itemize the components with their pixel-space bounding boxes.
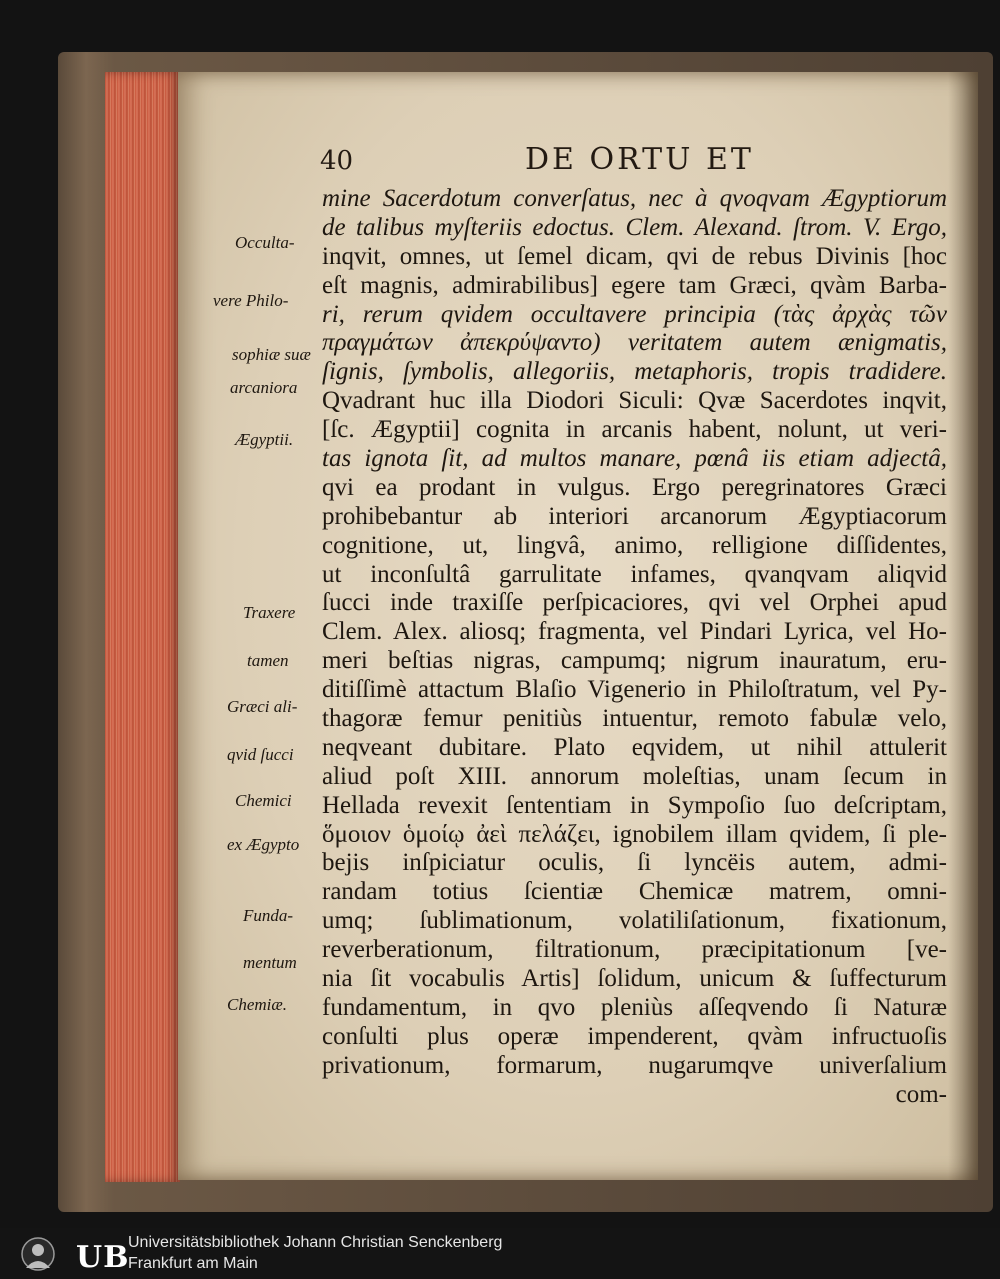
margin-note: ex Ægypto xyxy=(227,835,300,854)
margin-note: Ægyptii. xyxy=(235,430,294,449)
text-line: conſulti plus operæ impenderent, qvàm infructuoſis xyxy=(322,1022,947,1050)
body-text xyxy=(322,185,947,1110)
text-line: prohibebantur ab interiori arcanorum Ægyptiacorum xyxy=(322,502,947,530)
text-line: Clem. Alex. aliosq; fragmenta, vel Pindari Lyrica, vel Ho- xyxy=(322,618,947,646)
text-line: fundamentum, in qvo pleniùs aſſeqvendo ſi Naturæ xyxy=(322,993,947,1021)
text-line: privationum, formarum, nugarumqve univerſalium xyxy=(322,1051,947,1079)
text-line: ri, rerum qvidem occultavere principia (τὰς ἀρχὰς τῶν xyxy=(322,300,947,328)
margin-note: Chemici xyxy=(235,791,292,810)
text-line: aliud poſt XIII. annorum moleſtias, unam ſecum in xyxy=(322,762,947,790)
page-number: 40 xyxy=(320,146,354,176)
margin-note: qvid ſucci xyxy=(227,745,294,764)
text-line: de talibus myſteriis edoctus. Clem. Alexand. ſtrom. V. Ergo, xyxy=(322,213,947,241)
page-gutter-shadow xyxy=(948,72,978,1180)
text-line: ſucci inde traxiſſe perſpicaciores, qvi vel Orphei apud xyxy=(322,589,947,617)
text-line: bejis inſpiciatur oculis, ſi lyncëis autem, admi- xyxy=(322,849,947,877)
portrait-icon xyxy=(18,1236,58,1272)
text-line: nia ſit vocabulis Artis] ſolidum, unicum & ſuffecturum xyxy=(322,965,947,993)
library-footer xyxy=(0,1228,1000,1279)
text-line: [ſc. Ægyptii] cognita in arcanis habent, nolunt, ut veri- xyxy=(322,416,947,444)
text-line: tas ignota ſit, ad multos manare, pœnâ iis etiam adjectâ, xyxy=(322,445,947,473)
text-line: mine Sacerdotum converſatus, nec à qvoqvam Ægyptiorum xyxy=(322,185,947,212)
page-edges xyxy=(105,72,180,1182)
text-line: randam totius ſcientiæ Chemicæ matrem, omni- xyxy=(322,878,947,906)
text-line: meri beſtias nigras, campumq; nigrum inauratum, eru- xyxy=(322,647,947,675)
text-line: neqveant dubitare. Plato eqvidem, ut nihil attulerit xyxy=(322,733,947,761)
library-logo xyxy=(18,1236,130,1275)
text-line: reverberationum, filtrationum, præcipitationum [ve- xyxy=(322,936,947,964)
text-line: ut inconſultâ garrulitate infames, qvanqvam aliqvid xyxy=(322,560,947,588)
text-line: πραγμάτων ἀπεκρύψαντο) veritatem autem ænigmatis, xyxy=(322,329,947,357)
catchword: com- xyxy=(895,1080,947,1108)
margin-note: vere Philo- xyxy=(213,291,289,310)
library-name: Universitätsbibliothek Johann Christian Senckenberg xyxy=(128,1234,503,1251)
text-line: ſignis, ſymbolis, allegoriis, metaphoris, tropis tradidere. xyxy=(322,358,947,386)
text-line: eſt magnis, admirabilibus] egere tam Græci, qvàm Barba- xyxy=(322,271,947,299)
margin-note: Græci ali- xyxy=(227,697,298,716)
text-line: Hellada revexit ſententiam in Sympoſio ſuo deſcriptam, xyxy=(322,791,947,819)
text-line: ditiſſimè attactum Blaſio Vigenerio in Philoſtratum, vel Py- xyxy=(322,676,947,704)
margin-note: arcaniora xyxy=(230,378,298,397)
text-line: thagoræ femur penitiùs intuentur, remoto fabulæ velo, xyxy=(322,705,947,733)
margin-note: sophiæ suæ xyxy=(232,345,311,364)
text-line: cognitione, ut, lingvâ, animo, relligione diſſidentes, xyxy=(322,531,947,559)
running-head xyxy=(320,142,960,182)
margin-note: Funda- xyxy=(243,906,294,925)
text-line: Qvadrant huc illa Diodori Siculi: Qvæ Sacerdotes inqvit, xyxy=(322,387,947,415)
library-logo-text: UB xyxy=(76,1240,130,1275)
margin-note: tamen xyxy=(247,651,289,670)
text-line: inqvit, omnes, ut ſemel dicam, qvi de rebus Divinis [hoc xyxy=(322,242,947,270)
margin-note: Chemiæ. xyxy=(227,995,287,1014)
library-location: Frankfurt am Main xyxy=(128,1255,258,1272)
margin-note: Occulta- xyxy=(235,233,295,252)
text-line: ὅμοιον ὁμοίῳ ἀεὶ πελάζει, ignobilem illam qvidem, ſi ple- xyxy=(322,820,947,848)
running-head-title: DE ORTU ET xyxy=(525,142,754,177)
text-line: umq; ſublimationum, volatiliſationum, fixationum, xyxy=(322,907,947,935)
text-line: qvi ea prodant in vulgus. Ergo peregrinatores Græci xyxy=(322,473,947,501)
margin-note: mentum xyxy=(243,953,297,972)
margin-note: Traxere xyxy=(243,603,296,622)
